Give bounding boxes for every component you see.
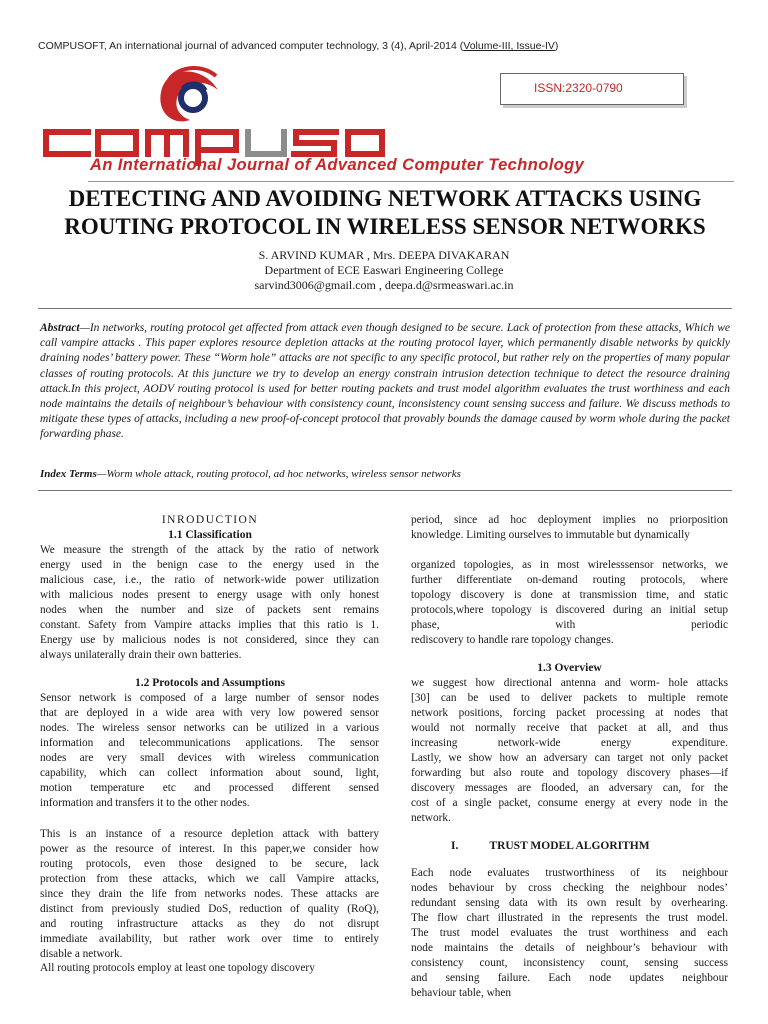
text-line: The trust model evaluates the trust worthiness and each bbox=[411, 927, 728, 939]
text-line: protection from these attacks, which we call Vampire attacks, bbox=[40, 873, 379, 885]
index-terms bbox=[40, 468, 461, 480]
paper-title bbox=[40, 185, 730, 241]
text-line: organized topologies, as in most wirelesssensor networks, we bbox=[411, 559, 728, 571]
text-line: knowledge. Limiting ourselves to immutable but dynamically bbox=[411, 529, 690, 541]
text-line: This is an instance of a resource depletion attack with battery bbox=[40, 828, 379, 840]
text-line: node maintains the details of neighbour’s behaviour with bbox=[411, 942, 728, 954]
compusoft-logo bbox=[40, 60, 390, 166]
text-line: distinct from previously studied DoS, reduction of quality (RoQ), bbox=[40, 903, 379, 915]
paragraph-topologies bbox=[411, 558, 728, 648]
paragraph-trust-model bbox=[411, 866, 728, 1001]
author-emails[interactable]: sarvind3006@gmail.com , deepa.d@srmeaswari.ac.in bbox=[254, 278, 514, 292]
section-title: TRUST MODEL ALGORITHM bbox=[489, 840, 650, 852]
index-terms-text: —Worm whole attack, routing protocol, ad hoc networks, wireless sensor networks bbox=[96, 468, 461, 480]
text-line: power as the resource of interest. In this paper,we consider how bbox=[40, 843, 379, 855]
abstract-text: —In networks, routing protocol get affected from attack even though designed to be secure. Lack of protection from these attacks, Which we call vampire attacks . This paper explores resource depletion attacks at the routing protocol layer, which permanently disable networks by quickly draining nodes’ battery power. These “Worm hole” attacks are not specific to any specific protocol, but rather rely on the properties of many popular classes of routing protocols. At this juncture we try to develop an energy constrain intrusion detection technique to detect the resource draining attack.In this project, AODV routing protocol is used for better routing packets and trust model algorithm evaluates the trust worthiness and each node maintains the details of neighbour’s behaviour with consistency count, inconsistency count sensing success and failure. We discuss methods to mitigate these types of attacks, including a new proof-of-concept protocol that provably bounds the damage caused by worm whole during the packet forwarding phase. bbox=[40, 322, 730, 441]
text-line: [30] can be used to deliver packets to multiple remote bbox=[411, 692, 728, 704]
paragraph-continuation bbox=[411, 513, 728, 543]
text-line: information and telecommunications applications. The sensor bbox=[40, 737, 379, 749]
text-line: cost of a single packet, consume energy at every node in the bbox=[411, 797, 728, 809]
subsection-heading-1-1: 1.1 Classification bbox=[168, 529, 252, 541]
text-line: further differentiate on-demand routing protocols, where bbox=[411, 574, 728, 586]
text-line: phase, with periodic bbox=[411, 619, 728, 631]
text-line: Each node evaluates trustworthiness of its neighbour bbox=[411, 867, 728, 879]
abstract-bottom-rule bbox=[38, 490, 732, 491]
text-line: routing protocols, even those designed to be secure, lack bbox=[40, 858, 379, 870]
text-line: topology discovery is done at transmission time, and static bbox=[411, 589, 728, 601]
text-line: rediscovery to handle rare topology changes. bbox=[411, 634, 614, 646]
text-line: and routing infrastructure attacks as they do not disrupt bbox=[40, 918, 379, 930]
text-line: network. bbox=[411, 812, 451, 824]
paragraph-resource-depletion bbox=[40, 827, 379, 962]
authors: S. ARVIND KUMAR , Mrs. DEEPA DIVAKARAN bbox=[258, 248, 510, 262]
text-line: energy used in the benign case to the energy used in the bbox=[40, 559, 379, 571]
abstract-label: Abstract bbox=[40, 322, 80, 334]
journal-tagline: An International Journal of Advanced Computer Technology bbox=[90, 156, 585, 174]
section-heading-trust-model bbox=[411, 839, 728, 854]
text-line: network positions, forcing packet processing at nodes that bbox=[411, 707, 728, 719]
text-line: Sensor network is composed of a large number of sensor nodes bbox=[40, 692, 379, 704]
text-line: nodes are very small devices with wireless communication bbox=[40, 752, 379, 764]
text-line: with malicious nodes present to energy usage with only honest bbox=[40, 589, 379, 601]
text-line: immediate availability, but rather work over time to entirely bbox=[40, 933, 379, 945]
text-line: disable a network. bbox=[40, 948, 123, 960]
text-line: and sensing failure. Each node updates neighbour bbox=[411, 972, 728, 984]
text-line: since they drain the life from networks nodes. These attacks are bbox=[40, 888, 379, 900]
text-line: consistency count, inconsistency count, sensing success bbox=[411, 957, 728, 969]
paragraph-overview bbox=[411, 676, 728, 826]
text-line: constant. Safety from Vampire attacks implies that this ratio is 1. bbox=[40, 619, 379, 631]
text-line: The flow chart illustrated in the represents the trust model. bbox=[411, 912, 728, 924]
paragraph-topology-start: All routing protocols employ at least one topology discovery bbox=[40, 962, 315, 974]
swirl-emblem-icon bbox=[160, 68, 218, 121]
header-close-paren: ) bbox=[554, 40, 559, 52]
text-line: always unilaterally drain their own batteries. bbox=[40, 649, 242, 661]
journal-header-line bbox=[38, 40, 558, 52]
paragraph-classification bbox=[40, 543, 379, 663]
department: Department of ECE Easwari Engineering College bbox=[264, 263, 504, 277]
issn-number: ISSN:2320-0790 bbox=[534, 81, 623, 95]
text-line: we suggest how directional antenna and worm- hole attacks bbox=[411, 677, 728, 689]
text-line: discovery messages are flooded, an adversary can, for the bbox=[411, 782, 728, 794]
text-line: protocols,where topology is discovered during an initial setup bbox=[411, 604, 728, 616]
header-divider bbox=[88, 181, 734, 182]
paragraph-protocols bbox=[40, 691, 379, 811]
text-line: Lastly, we show how an adversary can target not only packet bbox=[411, 752, 728, 764]
text-line: behaviour table, when bbox=[411, 987, 512, 999]
title-line-2: ROUTING PROTOCOL IN WIRELESS SENSOR NETWORKS bbox=[64, 214, 706, 239]
text-line: capability, which can collect information about sound, light, bbox=[40, 767, 379, 779]
text-line: redundant sensing data with its own result by overhearing. bbox=[411, 897, 728, 909]
subsection-heading-1-3: 1.3 Overview bbox=[537, 662, 602, 674]
text-line: forwarding but also route and topology discovery phases—if bbox=[411, 767, 728, 779]
text-line: would not normally receive that packet at all, and thus bbox=[411, 722, 728, 734]
volume-issue-link[interactable]: Volume-III, Issue-IV bbox=[463, 40, 555, 52]
text-line: Energy use by malicious nodes is not considered, since they can bbox=[40, 634, 379, 646]
text-line: nodes. The wireless sensor networks can be utilized in a various bbox=[40, 722, 379, 734]
title-line-1: DETECTING AND AVOIDING NETWORK ATTACKS USING bbox=[68, 186, 702, 211]
section-number: I. bbox=[451, 840, 459, 852]
text-line: motion temperature etc and processed different sensed bbox=[40, 782, 379, 794]
text-line: that are deployed in a wide area with very low powered sensor bbox=[40, 707, 379, 719]
text-line: nodes behaviour by cross checking the neighbour nodes’ bbox=[411, 882, 728, 894]
section-heading-introduction: INRODUCTION bbox=[161, 514, 259, 526]
text-line: nodes when the number and size of packets sent remains bbox=[40, 604, 379, 616]
abstract-top-rule bbox=[38, 308, 732, 309]
text-line: period, since ad hoc deployment implies no priorposition bbox=[411, 514, 728, 526]
abstract bbox=[40, 321, 730, 443]
journal-citation: COMPUSOFT, An international journal of advanced computer technology, 3 (4), April-2014 ( bbox=[38, 40, 464, 52]
text-line: increasing network-wide energy expenditure. bbox=[411, 737, 728, 749]
text-line: We measure the strength of the attack by the ratio of network bbox=[40, 544, 379, 556]
text-line: information and transfers it to the other nodes. bbox=[40, 797, 250, 809]
index-terms-label: Index Terms bbox=[40, 468, 97, 480]
text-line: malicious case, i.e., the ratio of network-wide power utilization bbox=[40, 574, 379, 586]
subsection-heading-1-2: 1.2 Protocols and Assumptions bbox=[135, 677, 285, 689]
